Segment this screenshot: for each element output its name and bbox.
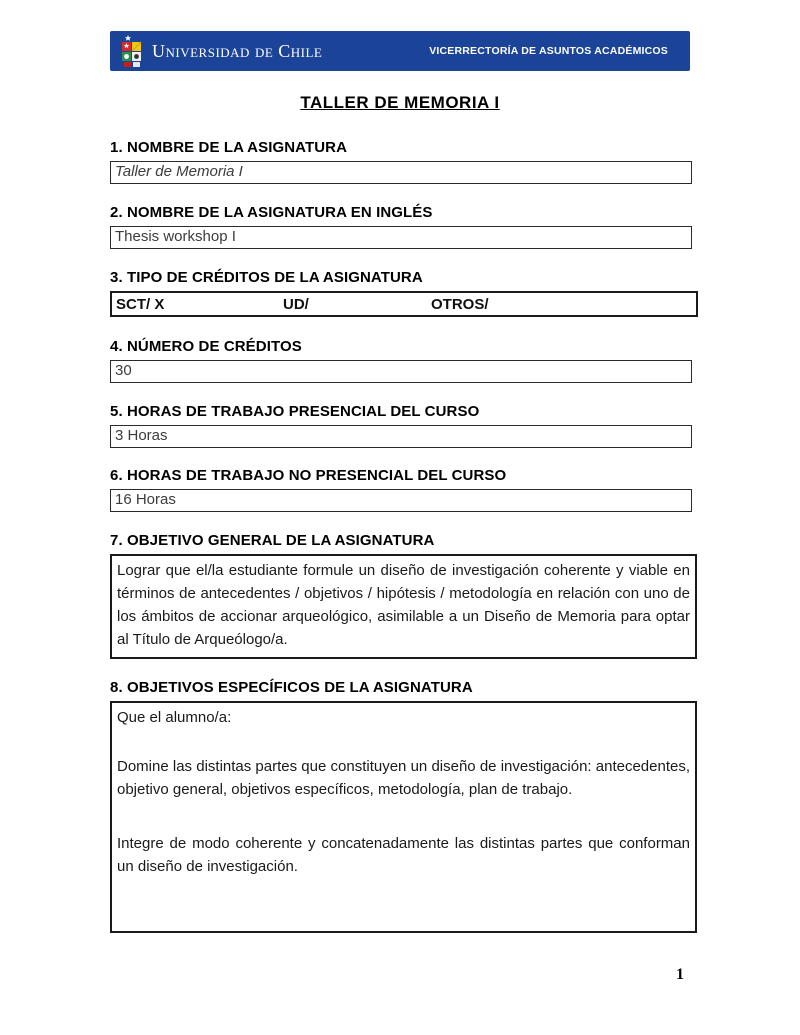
section-numero-creditos (110, 338, 692, 383)
section-heading: 3. TIPO DE CRÉDITOS DE LA ASIGNATURA (110, 269, 423, 286)
field-objetivo-general (110, 554, 697, 659)
credit-cell-sct: SCT/ X (116, 295, 165, 313)
objetivos-intro-text: Que el alumno/a: (117, 709, 232, 726)
objetivo-especifico-2-text: Integre de modo coherente y concatenadamente las distintas partes que conforman un diseño de investigación. (117, 835, 690, 875)
university-logo-icon (122, 35, 142, 67)
section-heading: 2. NOMBRE DE LA ASIGNATURA EN INGLÉS (110, 204, 433, 221)
credit-cell-otros: OTROS/ (431, 295, 489, 313)
field-objetivos-especificos (110, 701, 697, 933)
section-horas-presencial (110, 403, 692, 448)
field-horas-presencial: 3 Horas (110, 425, 692, 448)
section-heading: 7. OBJETIVO GENERAL DE LA ASIGNATURA (110, 532, 435, 549)
department-name: VICERRECTORÍA DE ASUNTOS ACADÉMICOS (429, 45, 668, 57)
field-nombre-asignatura: Taller de Memoria I (110, 161, 692, 184)
university-name: Universidad de Chile (152, 40, 323, 61)
section-tipo-creditos (110, 269, 692, 317)
section-heading: 1. NOMBRE DE LA ASIGNATURA (110, 139, 348, 156)
section-nombre-asignatura (110, 139, 692, 184)
section-nombre-ingles (110, 204, 692, 249)
page-number: 1 (676, 966, 684, 983)
objetivo-especifico-1-text: Domine las distintas partes que constituyen un diseño de investigación: antecedentes, objetivo general, objetivos específicos, metodología, plan de trabajo. (117, 758, 690, 798)
section-heading: 5. HORAS DE TRABAJO PRESENCIAL DEL CURSO (110, 403, 480, 420)
objetivo-general-text: Lograr que el/la estudiante formule un diseño de investigación coherente y viable en términos de antecedentes / objetivos / hipótesis / metodología en relación con uno de los ámbitos de accionar arqueológico, asimilable a un Diseño de Memoria para optar al Título de Arqueólogo/a. (117, 562, 690, 648)
section-horas-no-presencial (110, 467, 692, 512)
field-nombre-ingles: Thesis workshop I (110, 226, 692, 249)
section-objetivo-general (110, 532, 692, 659)
credit-cell-ud: UD/ (283, 295, 309, 313)
section-heading: 6. HORAS DE TRABAJO NO PRESENCIAL DEL CURSO (110, 467, 507, 484)
section-objetivos-especificos (110, 679, 692, 933)
field-horas-no-presencial: 16 Horas (110, 489, 692, 512)
page-title: TALLER DE MEMORIA I (300, 93, 500, 112)
credits-type-row (110, 291, 698, 317)
field-numero-creditos: 30 (110, 360, 692, 383)
section-heading: 4. NÚMERO DE CRÉDITOS (110, 338, 302, 355)
institutional-banner (110, 31, 690, 71)
section-heading: 8. OBJETIVOS ESPECÍFICOS DE LA ASIGNATURA (110, 679, 473, 696)
